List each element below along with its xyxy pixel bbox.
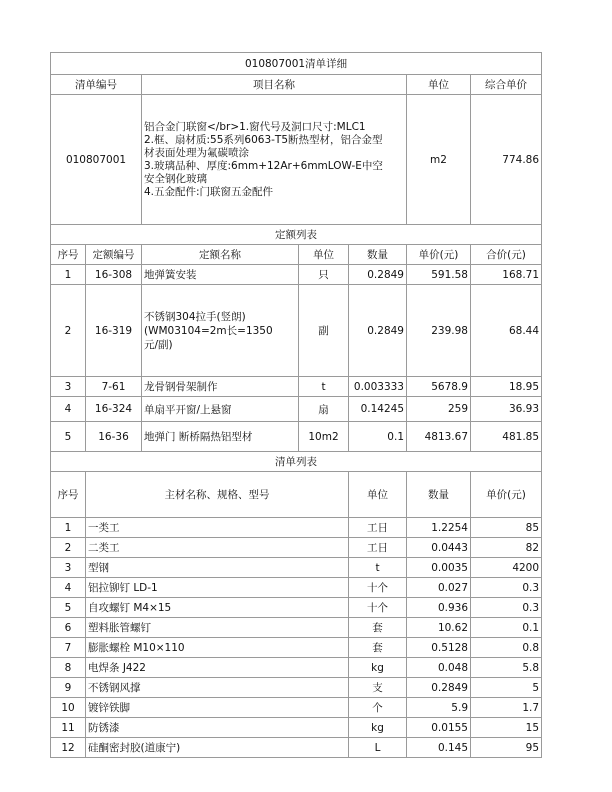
quota-header: 单价(元) — [407, 245, 471, 265]
material-name: 防锈漆 — [86, 718, 349, 738]
material-name: 自攻螺钉 M4×15 — [86, 598, 349, 618]
item-desc-line: 材表面处理为氟碳喷涂 — [144, 146, 249, 159]
materials-header: 单价(元) — [471, 472, 542, 518]
material-qty: 0.936 — [407, 598, 471, 618]
material-unit: 支 — [349, 678, 407, 698]
table-row — [51, 678, 542, 698]
quota-header: 定额名称 — [142, 245, 299, 265]
material-unit: 工日 — [349, 538, 407, 558]
material-unit: 十个 — [349, 578, 407, 598]
materials-header: 数量 — [407, 472, 471, 518]
material-price: 15 — [471, 718, 542, 738]
material-qty: 0.145 — [407, 738, 471, 758]
quota-name-line: 元/副) — [144, 338, 173, 351]
item-desc-line: 2.框、扇材质:55系列6063-T5断热型材，铝合金型 — [144, 133, 383, 146]
material-qty: 0.2849 — [407, 678, 471, 698]
material-qty: 10.62 — [407, 618, 471, 638]
materials-header: 序号 — [51, 472, 86, 518]
header-code: 清单编号 — [51, 75, 142, 95]
quota-name: 龙骨钢骨架制作 — [142, 377, 299, 397]
quota-no: 2 — [51, 285, 86, 377]
table-row — [51, 285, 542, 377]
quota-price: 591.58 — [407, 265, 471, 285]
materials-header: 单位 — [349, 472, 407, 518]
quota-unit: 只 — [299, 265, 349, 285]
material-no: 2 — [51, 538, 86, 558]
material-no: 5 — [51, 598, 86, 618]
material-no: 12 — [51, 738, 86, 758]
material-no: 9 — [51, 678, 86, 698]
material-unit: 套 — [349, 618, 407, 638]
material-name: 一类工 — [86, 518, 349, 538]
quota-code: 7-61 — [86, 377, 142, 397]
item-code: 010807001 — [51, 95, 142, 225]
material-no: 3 — [51, 558, 86, 578]
table-row — [51, 422, 542, 452]
material-qty: 0.027 — [407, 578, 471, 598]
material-qty: 0.048 — [407, 658, 471, 678]
material-no: 6 — [51, 618, 86, 638]
material-name: 二类工 — [86, 538, 349, 558]
quota-total: 36.93 — [471, 397, 542, 422]
material-price: 85 — [471, 518, 542, 538]
material-no: 8 — [51, 658, 86, 678]
table-row — [51, 578, 542, 598]
material-name: 硅酮密封胶(道康宁) — [86, 738, 349, 758]
item-price: 774.86 — [471, 95, 542, 225]
material-no: 4 — [51, 578, 86, 598]
quota-section-title: 定额列表 — [51, 225, 542, 245]
material-qty: 0.5128 — [407, 638, 471, 658]
material-name: 镀锌铁脚 — [86, 698, 349, 718]
material-price: 1.7 — [471, 698, 542, 718]
item-desc-line: 铝合金门联窗</br>1.窗代号及洞口尺寸:MLC1 — [144, 120, 366, 133]
quota-total: 481.85 — [471, 422, 542, 452]
quota-code: 16-319 — [86, 285, 142, 377]
material-no: 7 — [51, 638, 86, 658]
quota-no: 3 — [51, 377, 86, 397]
quota-name: 单扇平开窗/上悬窗 — [142, 397, 299, 422]
item-description — [142, 95, 407, 225]
material-unit: 套 — [349, 638, 407, 658]
item-unit: m2 — [407, 95, 471, 225]
quota-price: 239.98 — [407, 285, 471, 377]
quota-code: 16-308 — [86, 265, 142, 285]
material-no: 10 — [51, 698, 86, 718]
table-row — [51, 518, 542, 538]
table-row — [51, 718, 542, 738]
item-desc-line: 安全钢化玻璃 — [144, 172, 207, 185]
header-price: 综合单价 — [471, 75, 542, 95]
table-row — [51, 698, 542, 718]
quota-price: 259 — [407, 397, 471, 422]
material-unit: 十个 — [349, 598, 407, 618]
material-unit: kg — [349, 718, 407, 738]
quota-header: 数量 — [349, 245, 407, 265]
table-row — [51, 598, 542, 618]
quota-unit: 扇 — [299, 397, 349, 422]
table-row — [51, 658, 542, 678]
header-name: 项目名称 — [142, 75, 407, 95]
table-row — [51, 638, 542, 658]
item-desc-line: 3.玻璃品种、厚度:6mm+12Ar+6mmLOW-E中空 — [144, 159, 383, 172]
material-price: 95 — [471, 738, 542, 758]
material-price: 5.8 — [471, 658, 542, 678]
quota-qty: 0.14245 — [349, 397, 407, 422]
quota-name-line: (WM03104=2m长=1350 — [144, 324, 273, 337]
material-price: 0.3 — [471, 578, 542, 598]
quota-code: 16-324 — [86, 397, 142, 422]
quota-header: 定额编号 — [86, 245, 142, 265]
material-qty: 0.0035 — [407, 558, 471, 578]
material-name: 不锈钢风撑 — [86, 678, 349, 698]
quota-header: 序号 — [51, 245, 86, 265]
table-row — [51, 738, 542, 758]
quota-name-line: 不锈钢304拉手(竖朗) — [144, 310, 246, 323]
material-name: 塑料胀管螺钉 — [86, 618, 349, 638]
material-name: 电焊条 J422 — [86, 658, 349, 678]
quota-unit: t — [299, 377, 349, 397]
header-unit: 单位 — [407, 75, 471, 95]
quota-unit: 10m2 — [299, 422, 349, 452]
table-row — [51, 538, 542, 558]
table-row — [51, 377, 542, 397]
table-row — [51, 265, 542, 285]
quota-price: 4813.67 — [407, 422, 471, 452]
material-unit: 个 — [349, 698, 407, 718]
quota-header: 合价(元) — [471, 245, 542, 265]
quota-name — [142, 285, 299, 377]
material-price: 0.1 — [471, 618, 542, 638]
quota-qty: 0.2849 — [349, 265, 407, 285]
item-desc-line: 4.五金配件:门联窗五金配件 — [144, 185, 274, 198]
quota-no: 5 — [51, 422, 86, 452]
material-name: 型钢 — [86, 558, 349, 578]
bill-detail-table — [50, 52, 542, 758]
material-qty: 0.0443 — [407, 538, 471, 558]
table-row — [51, 618, 542, 638]
quota-qty: 0.003333 — [349, 377, 407, 397]
material-no: 1 — [51, 518, 86, 538]
page-title: 010807001清单详细 — [51, 53, 542, 75]
material-price: 4200 — [471, 558, 542, 578]
quota-qty: 0.1 — [349, 422, 407, 452]
material-qty: 1.2254 — [407, 518, 471, 538]
material-name: 铝拉铆钉 LD-1 — [86, 578, 349, 598]
material-qty: 5.9 — [407, 698, 471, 718]
material-price: 82 — [471, 538, 542, 558]
quota-unit: 副 — [299, 285, 349, 377]
quota-total: 168.71 — [471, 265, 542, 285]
quota-header: 单位 — [299, 245, 349, 265]
material-price: 0.3 — [471, 598, 542, 618]
table-row — [51, 397, 542, 422]
material-unit: t — [349, 558, 407, 578]
material-unit: 工日 — [349, 518, 407, 538]
materials-header: 主材名称、规格、型号 — [86, 472, 349, 518]
material-price: 5 — [471, 678, 542, 698]
material-price: 0.8 — [471, 638, 542, 658]
quota-total: 68.44 — [471, 285, 542, 377]
material-unit: L — [349, 738, 407, 758]
table-row — [51, 558, 542, 578]
quota-no: 4 — [51, 397, 86, 422]
material-unit: kg — [349, 658, 407, 678]
quota-name: 地弹门 断桥隔热铝型材 — [142, 422, 299, 452]
material-no: 11 — [51, 718, 86, 738]
quota-total: 18.95 — [471, 377, 542, 397]
quota-code: 16-36 — [86, 422, 142, 452]
material-name: 膨胀螺栓 M10×110 — [86, 638, 349, 658]
quota-no: 1 — [51, 265, 86, 285]
material-qty: 0.0155 — [407, 718, 471, 738]
quota-name: 地弹簧安装 — [142, 265, 299, 285]
quota-qty: 0.2849 — [349, 285, 407, 377]
quota-price: 5678.9 — [407, 377, 471, 397]
materials-section-title: 清单列表 — [51, 452, 542, 472]
